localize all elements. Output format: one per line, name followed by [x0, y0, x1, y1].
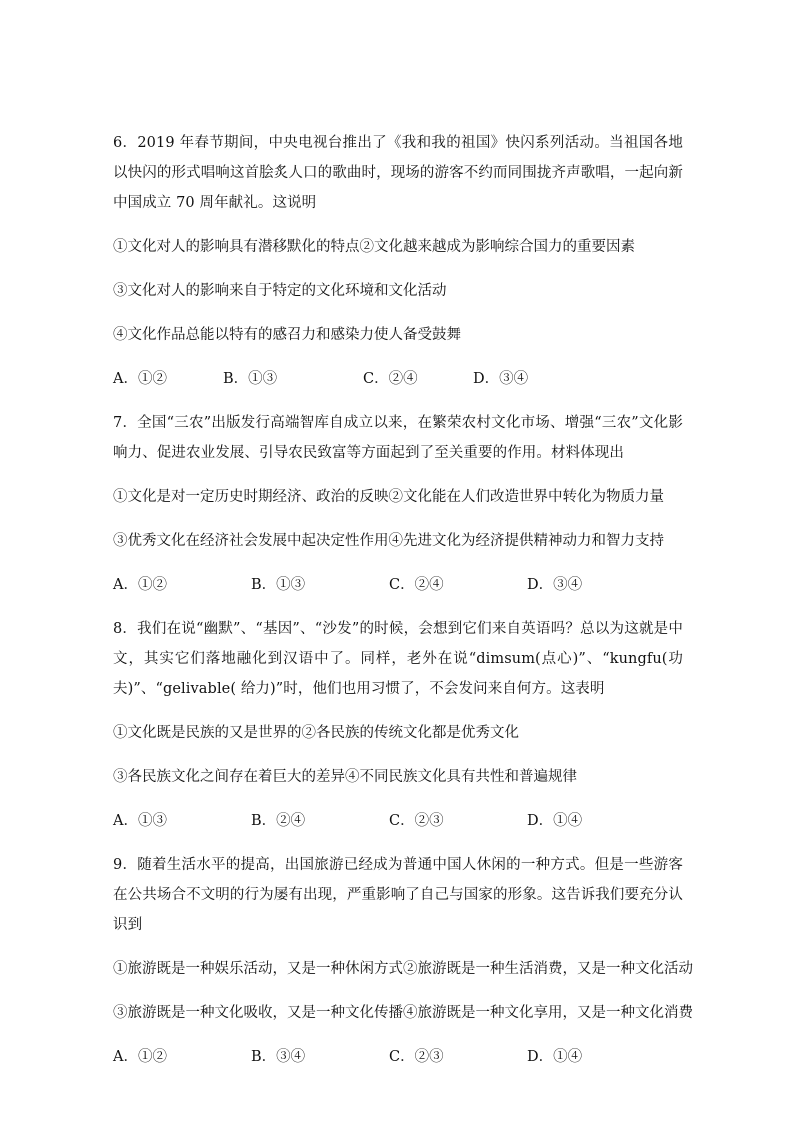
statement-option: ④文化作品总能以特有的感召力和感染力使人备受鼓舞 [113, 327, 461, 343]
answer-choices [113, 570, 683, 600]
choice-d: D．①④ [527, 813, 583, 829]
choice-d: D．①④ [527, 1049, 583, 1065]
statement-option: ③优秀文化在经济社会发展中起决定性作用④先进文化为经济提供精神动力和智力支持 [113, 533, 664, 549]
choice-c: C．②④ [363, 371, 418, 387]
choice-d: D．③④ [473, 371, 529, 387]
statement-option: ①旅游既是一种娱乐活动，又是一种休闲方式②旅游既是一种生活消费，又是一种文化活动 [113, 961, 693, 977]
statement-option: ③旅游既是一种文化吸收，又是一种文化传播④旅游既是一种文化享用，又是一种文化消费 [113, 1005, 693, 1021]
choice-a: A．①② [113, 1049, 167, 1065]
question-stem: 7．全国“三农”出版发行高端智库自成立以来，在繁荣农村文化市场、增强“三农”文化影响力、促进农业发展、引导农民致富等方面起到了至关重要的作用。材料体现出 [113, 415, 683, 461]
answer-choices [113, 364, 683, 394]
question-stem: 6．2019 年春节期间，中央电视台推出了《我和我的祖国》快闪系列活动。当祖国各地以快闪的形式唱响这首脍炙人口的歌曲时，现场的游客不约而同围拢齐声歌唱，一起向新中国成立 70 周年献礼。这说明 [113, 135, 683, 211]
choice-a: A．①② [113, 577, 167, 593]
statement-option: ③各民族文化之间存在着巨大的差异④不同民族文化具有共性和普遍规律 [113, 769, 577, 785]
choice-b: B．①③ [251, 577, 306, 593]
choice-a: A．①③ [113, 813, 167, 829]
choice-b: B．①③ [223, 371, 278, 387]
choice-b: B．③④ [251, 1049, 306, 1065]
question-6 [113, 128, 683, 394]
choice-d: D．③④ [527, 577, 583, 593]
question-9 [113, 850, 693, 1072]
question-stem: 9．随着生活水平的提高，出国旅游已经成为普通中国人休闲的一种方式。但是一些游客在公共场合不文明的行为屡有出现，严重影响了自己与国家的形象。这告诉我们要充分认识到 [113, 857, 683, 933]
statement-option: ①文化是对一定历史时期经济、政治的反映②文化能在人们改造世界中转化为物质力量 [113, 489, 664, 505]
question-list [113, 128, 693, 1086]
choice-b: B．②④ [251, 813, 306, 829]
answer-choices [113, 806, 683, 836]
question-8 [113, 614, 683, 836]
choice-a: A．①② [113, 371, 167, 387]
answer-choices [113, 1042, 683, 1072]
choice-c: C．②④ [389, 577, 444, 593]
statement-option: ③文化对人的影响来自于特定的文化环境和文化活动 [113, 283, 447, 299]
choice-c: C．②③ [389, 1049, 444, 1065]
statement-option: ①文化对人的影响具有潜移默化的特点②文化越来越成为影响综合国力的重要因素 [113, 239, 635, 255]
question-7 [113, 408, 683, 600]
choice-c: C．②③ [389, 813, 444, 829]
statement-option: ①文化既是民族的又是世界的②各民族的传统文化都是优秀文化 [113, 725, 519, 741]
question-stem: 8．我们在说“幽默”、“基因”、“沙发”的时候，会想到它们来自英语吗？总以为这就是中文，其实它们落地融化到汉语中了。同样，老外在说“dimsum(点心)”、“kungfu(功夫)”、“gelivable( 给力)”时，他们也用习惯了，不会发问来自何方。这表明 [113, 621, 683, 697]
